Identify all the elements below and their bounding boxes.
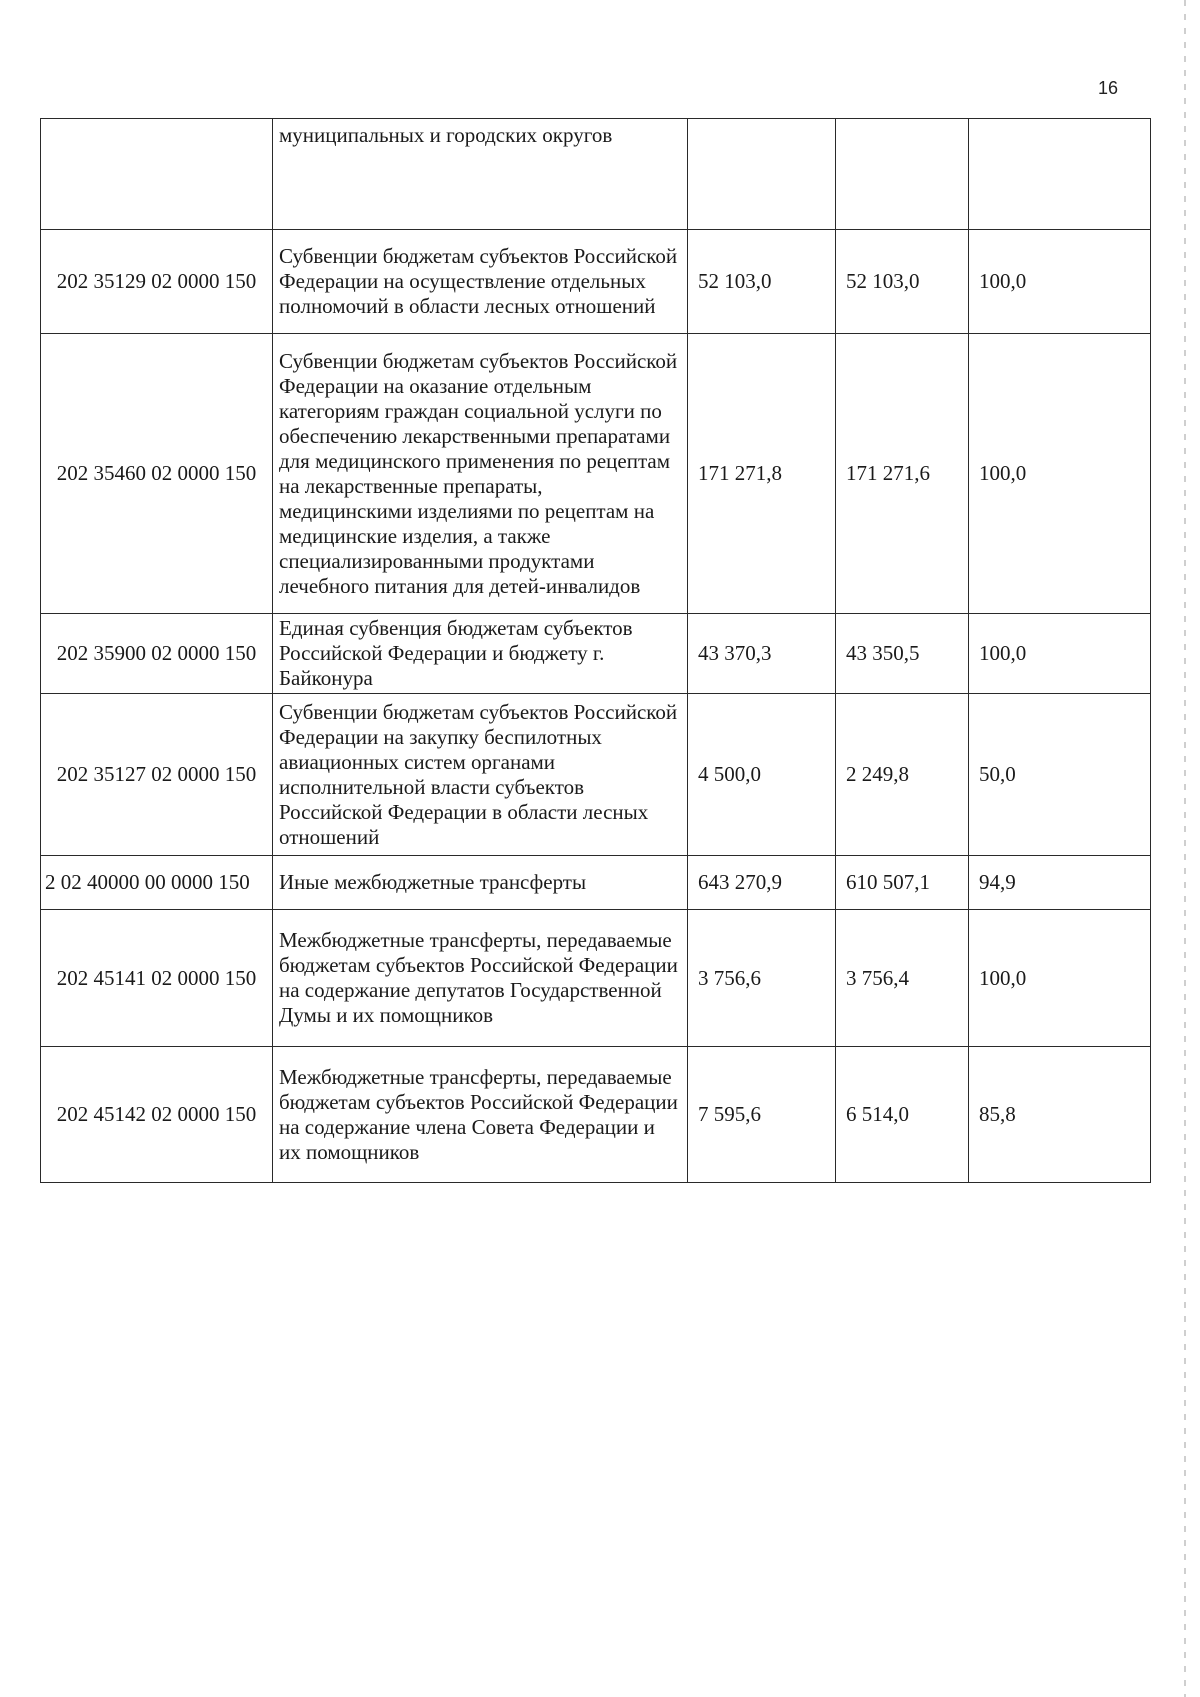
table-row (41, 230, 1151, 334)
row-actual: 610 507,1 (836, 856, 969, 910)
row-percent: 50,0 (969, 694, 1151, 856)
row-percent: 100,0 (969, 614, 1151, 694)
row-actual: 6 514,0 (836, 1047, 969, 1183)
row-actual: 52 103,0 (836, 230, 969, 334)
row-percent: 100,0 (969, 910, 1151, 1047)
row-name: Межбюджетные трансферты, передаваемые бюджетам субъектов Российской Федерации на содержание члена Совета Федерации и их помощников (273, 1047, 688, 1183)
row-name: Межбюджетные трансферты, передаваемые бюджетам субъектов Российской Федерации на содержание депутатов Государственной Думы и их помощников (273, 910, 688, 1047)
row-plan: 3 756,6 (688, 910, 836, 1047)
row-percent: 100,0 (969, 230, 1151, 334)
row-plan: 52 103,0 (688, 230, 836, 334)
table-row (41, 1047, 1151, 1183)
row-plan (688, 119, 836, 230)
table-row (41, 119, 1151, 230)
row-code: 202 45141 02 0000 150 (41, 910, 273, 1047)
budget-table (40, 118, 1151, 1183)
row-name: Субвенции бюджетам субъектов Российской Федерации на оказание отдельным категориям граждан социальной услуги по обеспечению лекарственными препаратами для медицинского применения по рецептам на лекарственные препараты, медицинскими изделиями по рецептам на медицинские изделия, а также специализированными продуктами лечебного питания для детей-инвалидов (273, 334, 688, 614)
table-row (41, 614, 1151, 694)
row-actual: 3 756,4 (836, 910, 969, 1047)
row-code: 202 35900 02 0000 150 (41, 614, 273, 694)
row-percent: 85,8 (969, 1047, 1151, 1183)
row-actual (836, 119, 969, 230)
row-plan: 643 270,9 (688, 856, 836, 910)
table-row (41, 334, 1151, 614)
row-plan: 7 595,6 (688, 1047, 836, 1183)
row-plan: 43 370,3 (688, 614, 836, 694)
row-plan: 4 500,0 (688, 694, 836, 856)
row-code: 202 35129 02 0000 150 (41, 230, 273, 334)
row-name: Иные межбюджетные трансферты (273, 856, 688, 910)
row-code: 2 02 40000 00 0000 150 (41, 856, 273, 910)
page-number: 16 (1098, 78, 1119, 98)
table-row (41, 856, 1151, 910)
row-name: Единая субвенция бюджетам субъектов Российской Федерации и бюджету г. Байконура (273, 614, 688, 694)
row-name: Субвенции бюджетам субъектов Российской Федерации на закупку беспилотных авиационных систем органами исполнительной власти субъектов Российской Федерации в области лесных отношений (273, 694, 688, 856)
row-actual: 171 271,6 (836, 334, 969, 614)
row-code: 202 45142 02 0000 150 (41, 1047, 273, 1183)
row-actual: 2 249,8 (836, 694, 969, 856)
row-percent: 100,0 (969, 334, 1151, 614)
table-row (41, 910, 1151, 1047)
row-actual: 43 350,5 (836, 614, 969, 694)
row-percent (969, 119, 1151, 230)
row-name: муниципальных и городских округов (273, 119, 688, 230)
row-code: 202 35127 02 0000 150 (41, 694, 273, 856)
row-name: Субвенции бюджетам субъектов Российской Федерации на осуществление отдельных полномочий в области лесных отношений (273, 230, 688, 334)
row-code (41, 119, 273, 230)
row-plan: 171 271,8 (688, 334, 836, 614)
table-row (41, 694, 1151, 856)
row-percent: 94,9 (969, 856, 1151, 910)
scan-edge-artifact (1184, 0, 1186, 1697)
row-code: 202 35460 02 0000 150 (41, 334, 273, 614)
